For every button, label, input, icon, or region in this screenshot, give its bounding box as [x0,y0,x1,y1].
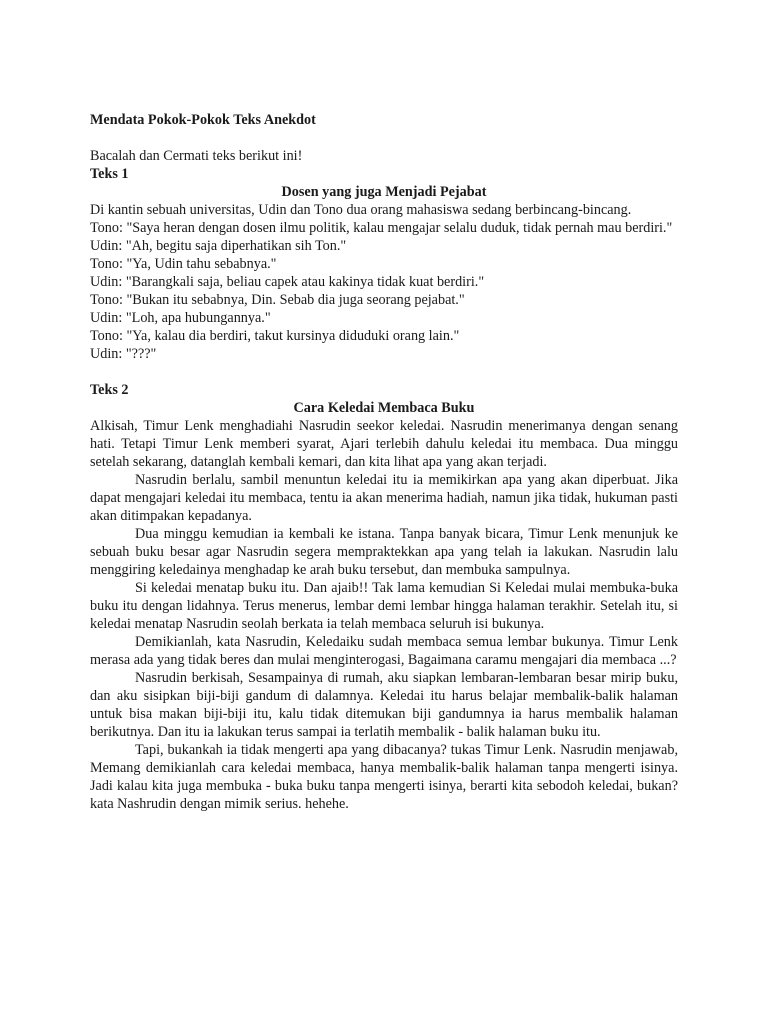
teks2-paragraph: Alkisah, Timur Lenk menghadiahi Nasrudin seekor keledai. Nasrudin menerimanya dengan senang hati. Tetapi Timur Lenk memberi syarat, Ajari terlebih dahulu keledai itu membaca. Dua minggu setelah sekarang, datanglah kembali kemari, dan kita lihat apa yang akan terjadi. [90,418,678,470]
teks1-line: Di kantin sebuah universitas, Udin dan Tono dua orang mahasiswa sedang berbincang-bincang. [90,202,632,218]
teks1-line: Udin: "Loh, apa hubungannya." [90,310,271,326]
teks1-line: Tono: "Ya, Udin tahu sebabnya." [90,256,277,272]
teks2-paragraph: Tapi, bukankah ia tidak mengerti apa yang dibacanya? tukas Timur Lenk. Nasrudin menjawab, Memang demikianlah cara keledai membaca, hanya membalik-balik halaman tanpa mengerti isinya. Jadi kalau kita juga membuka - buka buku tanpa mengerti isinya, berarti kita sebodoh keledai, bukan? kata Nashrudin dengan mimik serius. hehehe. [90,742,678,812]
teks2-paragraph: Nasrudin berlalu, sambil menuntun keledai itu ia memikirkan apa yang akan diperbuat. Jika dapat mengajari keledai itu membaca, tentu ia akan menerima hadiah, namun jika tidak, hukuman pasti akan ditimpakan kepadanya. [90,472,678,524]
teks1-label: Teks 1 [90,166,129,182]
teks1-line: Tono: "Saya heran dengan dosen ilmu politik, kalau mengajar selalu duduk, tidak pernah mau berdiri." [90,220,673,236]
instruction-text: Bacalah dan Cermati teks berikut ini! [90,148,303,164]
spacer [90,129,678,147]
teks1-line: Tono: "Ya, kalau dia berdiri, takut kursinya diduduki orang lain." [90,328,460,344]
teks1-heading: Dosen yang juga Menjadi Pejabat [281,184,487,200]
document-title: Mendata Pokok-Pokok Teks Anekdot [90,112,316,128]
teks2-paragraph: Demikianlah, kata Nasrudin, Keledaiku sudah membaca semua lembar bukunya. Timur Lenk merasa ada yang tidak beres dan mulai menginterogasi, Bagaimana caramu mengajari dia membaca ...? [90,634,678,668]
teks2-label: Teks 2 [90,382,129,398]
teks1-line: Udin: "Ah, begitu saja diperhatikan sih Ton." [90,238,347,254]
document-page [90,111,678,813]
teks2-paragraph: Nasrudin berkisah, Sesampainya di rumah, aku siapkan lembaran-lembaran besar mirip buku, dan aku sisipkan biji-biji gandum di dalamnya. Keledai itu harus belajar membalik-balik halaman untuk bisa makan biji-biji itu, kalu tidak ditemukan biji gandumnya ia harus membalik halaman berikutnya. Dan itu ia lakukan terus sampai ia terlatih membalik - balik halaman buku itu. [90,670,678,740]
teks2-heading: Cara Keledai Membaca Buku [293,400,475,416]
spacer [90,363,678,381]
teks1-line: Udin: "Barangkali saja, beliau capek atau kakinya tidak kuat berdiri." [90,274,485,290]
teks1-line: Tono: "Bukan itu sebabnya, Din. Sebab dia juga seorang pejabat." [90,292,465,308]
teks1-line: Udin: "???" [90,346,157,362]
teks2-paragraph: Si keledai menatap buku itu. Dan ajaib!! Tak lama kemudian Si Keledai mulai membuka-buka buku itu dengan lidahnya. Terus menerus, lembar demi lembar hingga halaman terakhir. Setelah itu, si keledai menatap Nasrudin seolah berkata ia telah membaca seluruh isi bukunya. [90,580,678,632]
teks2-paragraph: Dua minggu kemudian ia kembali ke istana. Tanpa banyak bicara, Timur Lenk menunjuk ke sebuah buku besar agar Nasrudin segera mempraktekkan apa yang telah ia lakukan. Nasrudin lalu menggiring keledainya menghadap ke arah buku tersebut, dan membuka sampulnya. [90,526,678,578]
